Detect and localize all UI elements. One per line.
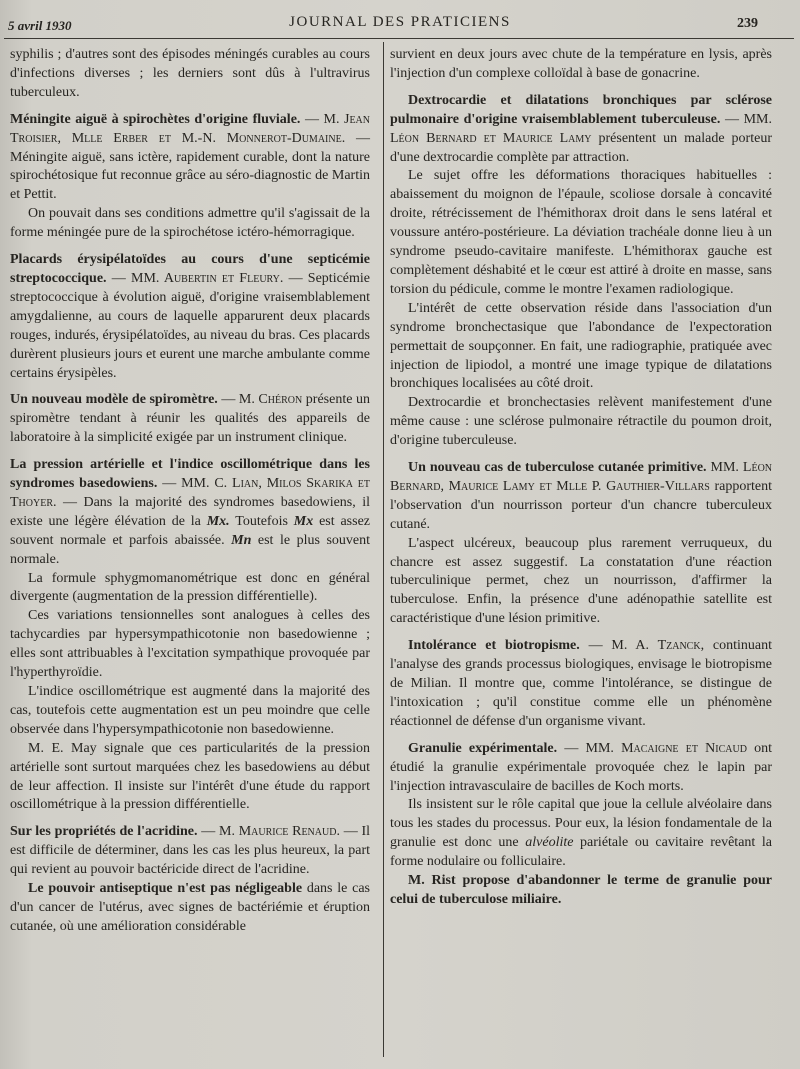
mn-term: Mn [231, 532, 252, 548]
paragraph: Dextrocardie et bronchectasies relèvent manifestement d'une même cause : une sclérose pulmonaire rétractile du poumon droit, d'origine tuberculeuse. [390, 395, 772, 449]
article-text: Toutefois [229, 513, 294, 529]
article-title: La pression artérielle et l'indice oscillométrique dans les syndromes basedowiens. [10, 457, 370, 492]
paragraph: M. E. May signale que ces particularités de la pression artérielle sont surtout marquées chez les basedowiens au début de leur affection. Il insiste sur l'intérêt d'une étude du rapport oscillométrique à la pression différentielle. [10, 740, 370, 813]
mx-term: Mx [293, 513, 314, 529]
paragraph: L'intérêt de cette observation réside dans l'association d'un syndrome bronchectasique que l'abondance de l'expectoration permettait de soupçonner. En fait, une radiographie, pratiquée avec injection de lipiodol, a montré une image typique de dilatations bronchiques localisées au côté droit. [390, 300, 772, 392]
header-rule [4, 38, 794, 39]
article-authors: — MM. Aubertin et Fleury. [111, 270, 284, 286]
paragraph [390, 872, 772, 910]
journal-title: JOURNAL DES PRATICIENS [289, 14, 511, 30]
continued-paragraph: survient en deux jours avec chute de la température en lysis, après l'injection d'un complexe colloïdal à base de gonacrine. [390, 47, 772, 81]
author-name: M. Rist [408, 873, 456, 889]
article-title: Un nouveau modèle de spiromètre. [10, 392, 218, 408]
left-column [10, 46, 370, 937]
article-authors: MM. Léon Bernard, Maurice Lamy et Mlle P. Gauthier-Villars [390, 460, 773, 494]
article-text: propose d'abandonner le terme de granulie pour celui de tuberculose miliaire. [390, 873, 772, 907]
article-pression [10, 456, 370, 569]
article-authors: — M. A. Tzanck, [588, 638, 705, 654]
article-authors: — MM. Léon Bernard et Maurice Lamy [390, 111, 772, 146]
bold-phrase: Le pouvoir antiseptique n'est pas négligeable [28, 881, 303, 897]
paragraph: On pouvait dans ses conditions admettre qu'il s'agissait de la forme méningée pure de la spirochétose ictéro-hémorragique. [10, 206, 370, 241]
paragraph: L'aspect ulcéreux, beaucoup plus rarement verruqueux, du chancre est assez suggestif. La constatation d'une réaction tuberculinique permet, chez un nourrisson, d'affirmer la tuberculose. Enfin, la présence d'une adénopathie satellite est caractéristique d'une lésion primitive. [390, 535, 772, 627]
article-text: continuant l'analyse des grands processus biologiques, envisage le biotropisme de Milian. Il montre que, comme l'intolérance, se distingue de l'intoxication ; qu'il constitue comme elle un phénomène réactionnel de défense d'un organisme vivant. [390, 638, 772, 729]
page-header [0, 14, 800, 38]
article-authors: — MM. C. Lian, Milos Skarika et Thoyer. [10, 476, 370, 510]
article-acridine [10, 823, 370, 880]
paragraph: La formule sphygmomanométrique est donc en général divergente (augmentation de la pression différentielle). [10, 570, 370, 605]
article-text: présentent un malade porteur d'une dextrocardie complète par attraction. [390, 130, 772, 165]
article-text: est le plus souvent normale. [10, 532, 370, 567]
article-spirometre [10, 391, 370, 448]
article-text: présente un spiromètre tendant à réunir les qualités des appareils de laboratoire à la simplicité exigée par un instrument clinique. [10, 392, 370, 446]
article-text: — Dans la majorité des syndromes basedowiens, il existe une légère élévation de la [10, 494, 370, 529]
right-column [390, 46, 772, 910]
article-authors: — M. Jean Troisier, Mlle Erber et M.-N. Monnerot-Dumaine. [10, 111, 370, 146]
paragraph [390, 796, 772, 872]
paragraph: Le sujet offre les déformations thoraciques habituelles : abaissement du moignon de l'épaule, scoliose dorsale à concavité droite, rétrécissement de l'hémithorax droit dans le sens latéral et voussure antéro-postérieure. La déviation trachéale donne lieu à un syndrome pseudo-cavitaire manifeste. L'hémithorax gauche est complètement déshabité et le cœur est attiré à droite en masse, sans torsion du pédicule, comme le montre l'examen radiologique. [390, 168, 772, 297]
paragraph: Ces variations tensionnelles sont analogues à celles des tachycardies par hypersympathicotonie non basedowienne ; elles sont attribuables à l'excitation sympathique provoquée par l'hyperthyroïdie. [10, 608, 370, 681]
issue-date: 5 avril 1930 [8, 18, 72, 33]
article-granulie [390, 740, 772, 797]
article-text: — Méningite aiguë, sans ictère, rapidement curable, dont la nature spirochétosique fut reconnue grâce au séro-diagnostic de Martin et Pettit. [10, 130, 370, 203]
article-title: Placards érysipélatoïdes au cours d'une septicémie streptococcique. [10, 252, 370, 286]
paragraph [10, 880, 370, 937]
page-number: 239 [737, 16, 758, 31]
article-text: ont étudié la granulie expérimentale provoquée chez le lapin par l'injection intravasculaire de bacilles de Koch morts. [390, 740, 773, 794]
article-meningite [10, 111, 370, 206]
article-text: rapportent l'observation d'un nourrisson porteur d'un chancre tuberculeux cutané. [390, 478, 772, 532]
article-title: Un nouveau cas de tuberculose cutanée primitive. [408, 460, 707, 476]
article-text: — Septicémie streptococcique à évolution aiguë, d'origine vraisemblablement amygdalienne, au cours de laquelle apparurent deux placards rouges, indurés, érysipélatoïdes, au niveau du bras. Ces placards durèrent plusieurs jours et eurent une marche ambulante comme certains érysipèles. [10, 270, 371, 381]
article-title: Méningite aiguë à spirochètes d'origine fluviale. [10, 111, 301, 127]
article-placards [10, 251, 370, 383]
article-text: — Il est difficile de déterminer, dans les cas les plus heureux, la part qui revient au pouvoir bactéricide direct de l'acridine. [10, 824, 370, 878]
article-biotropisme [390, 637, 772, 732]
article-text: Ils insistent sur le rôle capital que joue la cellule alvéolaire dans tous les stades du processus. Pour eux, la lésion fondamentale de la granulie est donc une [390, 797, 772, 851]
article-authors: — M. Chéron [221, 392, 303, 408]
article-authors: — M. Maurice Renaud. [201, 824, 340, 840]
article-dextrocardie [390, 92, 772, 168]
paragraph: L'indice oscillométrique est augmenté dans la majorité des cas, toutefois cette augmentation est un peu moindre que celle observée dans l'hypersympathicotonie non basedowienne. [10, 684, 370, 737]
column-divider [383, 42, 384, 1057]
continued-paragraph: syphilis ; d'autres sont des épisodes méningés curables au cours d'infections diverses ; les derniers sont dûs à l'ultravirus tuberculeux. [10, 47, 370, 100]
article-text: dans le cas d'un cancer de l'utérus, avec signes de bactériémie et éruption cutanée, où une amélioration considérable [10, 881, 370, 934]
article-title: Granulie expérimentale. [408, 740, 558, 756]
article-tuberculose-cutanee [390, 459, 772, 535]
article-title: Dextrocardie et dilatations bronchiques par sclérose pulmonaire d'origine vraisemblablement tuberculeuse. [390, 92, 772, 127]
article-authors: — MM. Macaigne et Nicaud [564, 740, 747, 756]
article-title: Sur les propriétés de l'acridine. [10, 824, 198, 840]
article-title: Intolérance et biotropisme. [408, 638, 580, 654]
italic-term: alvéolite [525, 835, 574, 851]
mx-term: Mx. [206, 513, 230, 529]
article-text: est assez souvent normale et parfois abaissée. [10, 513, 370, 548]
article-text: pariétale ou cavitaire revêtant la forme nodulaire ou folliculaire. [390, 835, 772, 870]
